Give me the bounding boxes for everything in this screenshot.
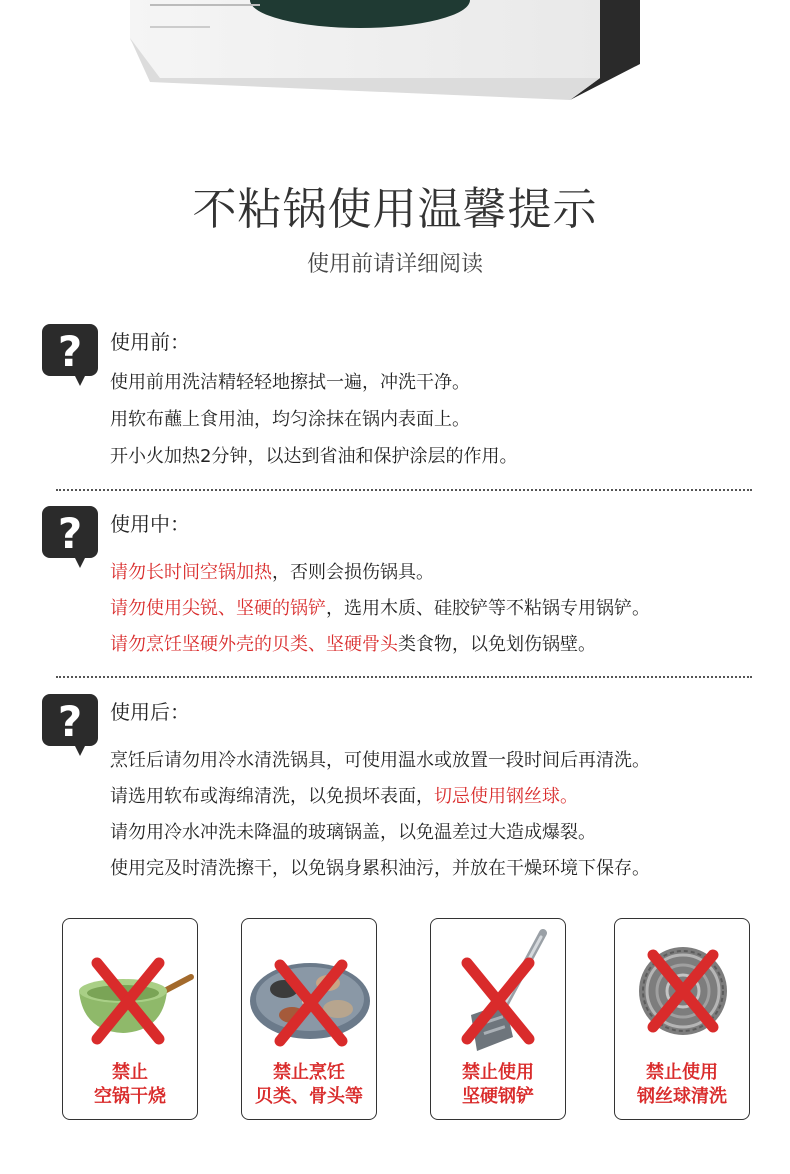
card-label: 禁止使用 钢丝球清洗	[637, 1062, 727, 1107]
steel-spatula-icon	[431, 919, 567, 1059]
product-box-image	[0, 0, 790, 110]
tip-line: 请勿使用尖锐、坚硬的锅铲，选用木质、硅胶铲等不粘锅专用锅铲。	[110, 598, 650, 619]
question-icon	[40, 692, 102, 758]
tip-line: 使用完及时清洗擦干，以免锅身累积油污，并放在干燥环境下保存。	[110, 858, 650, 879]
tip-line: 开小火加热2分钟，以达到省油和保护涂层的作用。	[110, 446, 518, 467]
section-heading: 使用前：	[110, 330, 190, 354]
card-label: 禁止 空锅干烧	[94, 1062, 166, 1107]
section-before-use	[40, 322, 760, 467]
svg-text:?: ?	[57, 509, 83, 558]
dotted-divider	[56, 676, 752, 678]
tip-line: 烹饪后请勿用冷水清洗锅具，可使用温水或放置一段时间后再清洗。	[110, 750, 650, 771]
section-heading: 使用中：	[110, 512, 190, 536]
warning-card-empty-pan	[62, 918, 198, 1120]
tip-line: 使用前用洗洁精轻轻地擦拭一遍，冲洗干净。	[110, 372, 470, 393]
section-heading: 使用后：	[110, 700, 190, 724]
section-during-use	[40, 504, 760, 664]
warning-card-seafood	[241, 918, 377, 1120]
seafood-plate-icon	[242, 919, 378, 1059]
dotted-divider	[56, 489, 752, 491]
card-label: 禁止烹饪 贝类、骨头等	[255, 1062, 363, 1107]
page-title: 不粘锅使用温馨提示	[192, 184, 598, 235]
tip-line: 请勿用冷水冲洗未降温的玻璃锅盖，以免温差过大造成爆裂。	[110, 822, 596, 843]
svg-text:?: ?	[57, 697, 83, 746]
empty-pan-icon	[63, 919, 199, 1059]
tip-line: 请勿烹饪坚硬外壳的贝类、坚硬骨头类食物，以免划伤锅壁。	[110, 634, 596, 655]
warning-card-spatula	[430, 918, 566, 1120]
question-icon	[40, 322, 102, 388]
tip-line: 用软布蘸上食用油，均匀涂抹在锅内表面上。	[110, 409, 470, 430]
svg-text:?: ?	[57, 327, 83, 376]
warning-card-steel-wool	[614, 918, 750, 1120]
tip-line: 请勿长时间空锅加热，否则会损伤锅具。	[110, 562, 434, 583]
section-after-use	[40, 692, 760, 892]
tip-line: 请选用软布或海绵清洗，以免损坏表面，切忌使用钢丝球。	[110, 786, 578, 807]
page-subtitle: 使用前请详细阅读	[306, 252, 483, 277]
steel-wool-icon	[615, 919, 751, 1059]
card-label: 禁止使用 坚硬钢铲	[462, 1062, 534, 1107]
question-icon	[40, 504, 102, 570]
